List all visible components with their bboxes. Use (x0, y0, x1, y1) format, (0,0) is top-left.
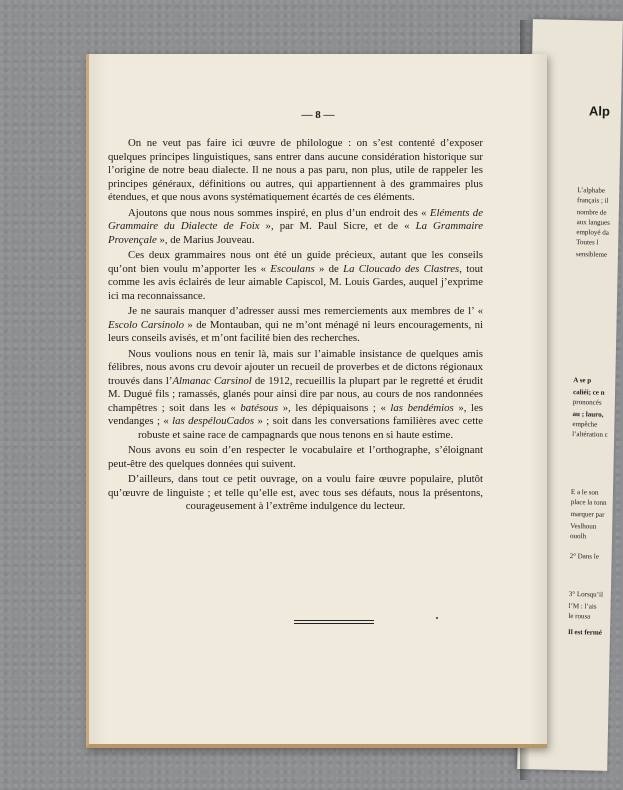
italic-title: Escoulans (270, 262, 315, 275)
italic-title: La Grammaire Provençale (108, 220, 484, 246)
text-run: », les dépiquaisons ; « (278, 401, 391, 414)
facing-page-fragment: le rousa (568, 612, 591, 621)
paragraph (108, 137, 483, 205)
facing-page-fragment: aux langues (576, 218, 610, 227)
page-number (89, 109, 547, 121)
facing-page-fragment: 3° Lorsqu’il (568, 590, 604, 599)
text-run: Nous voulions nous en tenir là, mais sur l’aimable insistance de quelques amis félibres, nous avons cru devoir ajouter un recueil de proverbes et de dictons régionaux trouvés dans l’ (108, 347, 483, 387)
italic-title: Almanac Carsinol (172, 374, 252, 387)
italic-title: las bendémios (390, 401, 454, 414)
facing-page-fragment: prononcés (572, 398, 602, 407)
facing-page-fragment: l’altération c (572, 430, 608, 439)
facing-page-fragment: au ; lauro, (572, 410, 604, 419)
facing-page-fragment: Toutes l (576, 238, 599, 247)
italic-title: La Cloucado des Clastres (343, 262, 460, 275)
facing-page-fragment: E a le son (570, 488, 599, 497)
facing-page-fragment: français ; il (576, 196, 609, 205)
paragraph (108, 473, 483, 514)
paragraph (108, 444, 483, 471)
facing-page-fragment: Veslhoun (570, 522, 597, 531)
body-text (108, 137, 483, 516)
facing-page-fragment: ouolh (569, 532, 587, 541)
closing-rule (294, 620, 374, 621)
facing-page-fragment: Il est fermé (567, 628, 602, 637)
italic-title: batésous (240, 401, 279, 414)
text-run: », par M. Paul Sicre, et de « (259, 220, 416, 232)
text-run: , tout comme les avis éclairés de leur aimable Capiscol, M. Louis Gardes, auquel j’exprime ici ma reconnaissance. (108, 262, 483, 302)
closing-dot (436, 617, 438, 619)
text-run: D’ailleurs, dans tout ce petit ouvrage, on a voulu faire œuvre populaire, plutôt qu’œuvre de linguiste ; et telle qu’elle est, avec tous ses défauts, nous la présentons, courageusement à l’extrême indulgence du lecteur. (108, 473, 483, 512)
text-run: Ajoutons que nous nous sommes inspiré, en plus d’un endroit des « (128, 206, 430, 219)
text-run: Ces deux grammaires nous ont été un guide précieux, autant que les conseils qu’ont bien voulu m’apporter les « (108, 249, 483, 275)
paragraph (108, 305, 483, 346)
italic-title: Escolo Carsinolo (108, 318, 184, 331)
facing-page-fragment: marquer par (570, 510, 605, 519)
facing-page-fragment: nombre de (576, 208, 607, 217)
paragraph (108, 348, 483, 443)
text-run: », de Marius Jouveau. (156, 233, 255, 246)
text-run: Nous avons eu soin d’en respecter le vocabulaire et l’orthographe, s’éloignant peut-être des quelques données qui suivent. (108, 444, 483, 470)
italic-title: las despélouCados (172, 415, 255, 427)
text-run: » de (314, 262, 344, 275)
text-run: » de Montauban, qui ne m’ont ménagé ni leurs encouragements, ni leurs conseils avisés, et m’ont facilité bien des recherches. (108, 318, 483, 344)
facing-page-fragment: employé da (576, 228, 609, 237)
text-run: », les vendanges ; « (108, 401, 483, 427)
text-run: » ; soit dans les conversations familières avec cette robuste et saine race de campagnards que nous tenons en si haute estime. (137, 415, 483, 441)
italic-title: Eléments de Grammaire du Dialecte de Foix (108, 206, 483, 232)
facing-page-fragment: 2° Dans le (569, 552, 599, 561)
facing-page-fragment: L’alphabe (577, 186, 606, 195)
text-run: Je ne saurais manquer d’adresser aussi mes remerciements aux membres de l’ « (128, 305, 483, 317)
facing-page-fragment: place la tonn (570, 498, 607, 507)
facing-page-fragment: l’M : l’ais (568, 602, 597, 611)
facing-page-fragment: caliéi; ce n (572, 388, 605, 397)
page-number-text: — 8 — (301, 109, 335, 121)
facing-page-fragment: empêche (572, 420, 598, 429)
text-run: de 1912, recueillis la plupart par le regretté et érudit M. Dugué fils ; ramassés, glanés pour ainsi dire par nous, au cours de nos randonnées champêtres ; soit dans les « (108, 374, 483, 414)
paragraph (108, 249, 483, 303)
facing-page-fragment: A se p (573, 376, 592, 385)
text-run: On ne veut pas faire ici œuvre de philologue : on s’est contenté d’exposer quelques principes linguistiques, sans entrer dans aucune considération historique sur l’origine de notre beau dialecte. Il ne nous a pas paru, non plus, utile de rappeler les principes généraux, définitions ou autres, qui appartiennent à des grammaires plus étendues, et que nous avons systématiquement écartés de ces éléments. (108, 137, 483, 203)
facing-page-fragment: Alp (588, 103, 611, 119)
paragraph (108, 207, 483, 248)
facing-page-fragment: sensibleme (575, 250, 608, 259)
